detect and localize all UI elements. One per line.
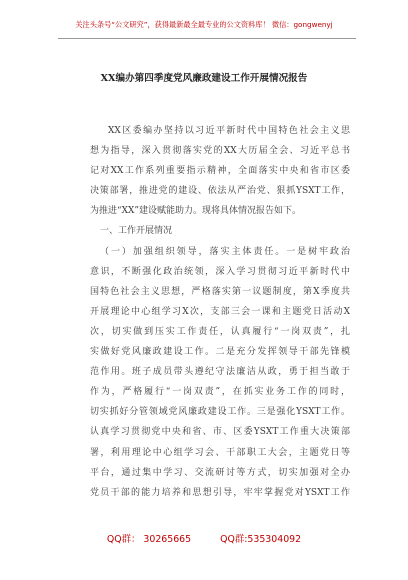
body-line: 认真学习贯彻党中央和省、市、区委YSXT工作重大决策部	[90, 427, 350, 438]
body-line: 平台，通过集中学习、交流研讨等方式，切实加强对全办	[90, 467, 350, 478]
footer-qq-group-1: QQ群： 30265665	[106, 534, 192, 545]
body-line: 党员干部的能力培养和思想引导，牢牢掌握党对YSXT工作	[90, 487, 350, 498]
body-line: 为推进“XX”建设赋能助力。现将具体情况报告如下。	[90, 206, 302, 217]
body-line: 开展理论中心组学习X次，支部三会一课和主题党日活动X	[90, 306, 350, 317]
footer-contact	[0, 531, 408, 545]
body-line: 记对XX工作系列重要指示精神，全面落实中央和省市区委	[90, 166, 350, 177]
section-heading: 一、工作开展情况	[100, 226, 173, 237]
document-body	[90, 121, 350, 503]
body-line: 范作用。班子成员带头遵纪守法廉洁从政，勇于担当敢于	[90, 367, 350, 378]
body-line: 意识，不断强化政治统领，深入学习贯彻习近平新时代中	[90, 266, 350, 277]
body-line: 次，切实做到压实工作责任，认真履行“一岗双责”，扎	[90, 326, 350, 337]
body-line: 国特色社会主义思想，严格落实第一议题制度，第X季度共	[90, 286, 350, 297]
header-promo-note: 关注头条号“公文研究”，获得最新最全最专业的公文资料库！ 微信：gongwenyj	[75, 20, 333, 29]
footer-qq-group-2: QQ群:535304092	[220, 534, 302, 545]
document-title: XX编办第四季度党风廉政建设工作开展情况报告	[100, 73, 308, 84]
body-line: （一）加强组织领导，落实主体责任。一是树牢政治	[100, 246, 350, 257]
body-line: 切实抓好分管领域党风廉政建设工作。三是强化YSXT工作。	[90, 407, 350, 418]
body-line: 署，利用理论中心组学习会、干部职工大会，主题党日等	[90, 447, 350, 458]
body-line: 想为指导，深入贯彻落实党的XX大历届全会、习近平总书	[90, 146, 350, 157]
body-line: 实做好党风廉政建设工作。二是充分发挥领导干部先锋模	[90, 347, 350, 358]
header-divider	[58, 38, 356, 39]
body-line: XX区委编办坚持以习近平新时代中国特色社会主义思	[108, 126, 350, 136]
body-line: 作为，严格履行“一岗双责”，在抓实业务工作的同时，	[90, 387, 350, 398]
body-line: 决策部署，推进党的建设、依法从严治党、狠抓YSXT工作，	[90, 186, 350, 197]
